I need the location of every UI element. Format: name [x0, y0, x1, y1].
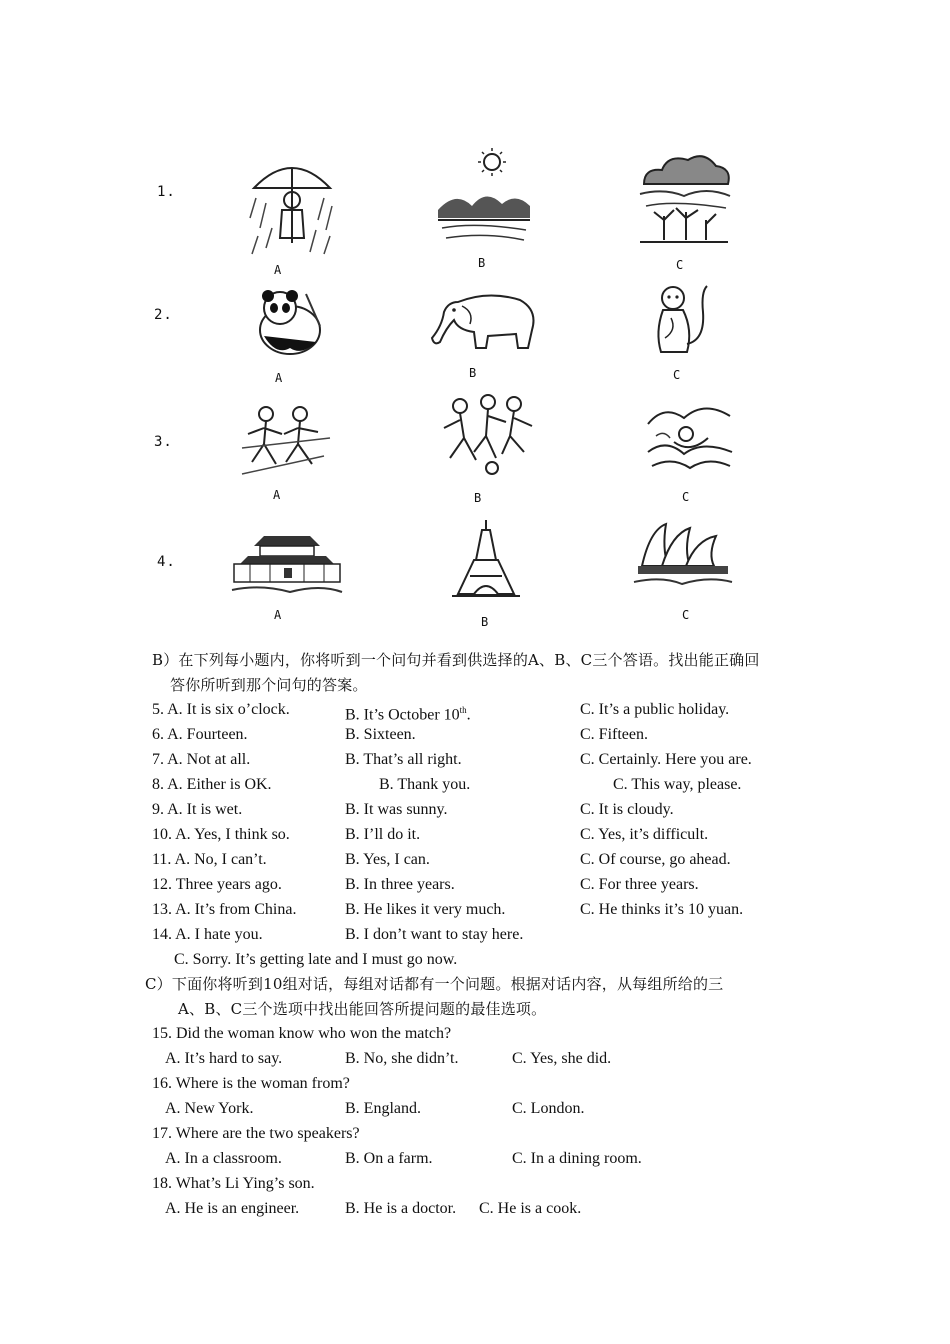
item-10-option-c: C. Yes, it’s difficult. — [580, 826, 709, 843]
item-17-option-a: A. In a classroom. — [165, 1150, 282, 1167]
item-15-option-c: C. Yes, she did. — [512, 1050, 612, 1067]
item-9-option-c: C. It is cloudy. — [580, 801, 674, 818]
option-label-4b: B — [481, 615, 489, 629]
item-5-option-c: C. It’s a public holiday. — [580, 701, 730, 718]
item-18-option-c: C. He is a cook. — [479, 1200, 582, 1217]
sydney-opera-house-icon — [632, 520, 734, 592]
item-7-option-a: 7. A. Not at all. — [152, 751, 251, 768]
item-15-question: 15. Did the woman know who won the match? — [152, 1025, 452, 1042]
elephant-icon — [428, 290, 540, 354]
item-18-option-b: B. He is a doctor. — [345, 1200, 457, 1217]
item-13-option-b: B. He likes it very much. — [345, 901, 506, 918]
item-12-option-b: B. In three years. — [345, 876, 455, 893]
item-16-question: 16. Where is the woman from? — [152, 1075, 350, 1092]
item-16-option-b: B. England. — [345, 1100, 421, 1117]
option-label-2b: B — [469, 366, 477, 380]
football-players-icon — [436, 392, 538, 478]
item-7-option-c: C. Certainly. Here you are. — [580, 751, 752, 768]
option-label-1a: A — [274, 263, 282, 277]
item-15-option-a: A. It’s hard to say. — [165, 1050, 283, 1067]
item-16-option-a: A. New York. — [165, 1100, 254, 1117]
swimmer-icon — [644, 394, 736, 476]
option-label-3c: C — [682, 490, 690, 504]
item-16-option-c: C. London. — [512, 1100, 585, 1117]
item-7-option-b: B. That’s all right. — [345, 751, 462, 768]
option-label-2a: A — [275, 371, 283, 385]
running-boys-icon — [240, 404, 332, 480]
item-17-option-b: B. On a farm. — [345, 1150, 433, 1167]
question-number-1: 1. — [157, 184, 176, 200]
item-14-option-a: 14. A. I hate you. — [152, 926, 263, 943]
item-18-question: 18. What’s Li Ying’s son. — [152, 1175, 315, 1192]
item-12-option-c: C. For three years. — [580, 876, 699, 893]
option-label-3b: B — [474, 491, 482, 505]
question-number-2: 2. — [154, 307, 173, 323]
item-9-option-a: 9. A. It is wet. — [152, 801, 243, 818]
item-8-option-b: B. Thank you. — [379, 776, 471, 793]
option-label-1c: C — [676, 258, 684, 272]
option-label-3a: A — [273, 488, 281, 502]
rain-umbrella-icon — [246, 148, 338, 258]
item-11-option-b: B. Yes, I can. — [345, 851, 430, 868]
item-11-option-a: 11. A. No, I can’t. — [152, 851, 267, 868]
monkey-icon — [645, 282, 713, 358]
item-10-option-b: B. I’ll do it. — [345, 826, 421, 843]
item-8-option-c: C. This way, please. — [613, 776, 742, 793]
item-9-option-b: B. It was sunny. — [345, 801, 448, 818]
cloudy-trees-icon — [634, 150, 734, 246]
item-6-option-b: B. Sixteen. — [345, 726, 416, 743]
item-11-option-c: C. Of course, go ahead. — [580, 851, 731, 868]
item-10-option-a: 10. A. Yes, I think so. — [152, 826, 290, 843]
item-13-option-a: 13. A. It’s from China. — [152, 901, 297, 918]
item-14-option-c: C. Sorry. It’s getting late and I must go now. — [174, 951, 458, 968]
option-label-1b: B — [478, 256, 486, 270]
item-5-option-b: B. It’s October 10th. — [345, 705, 471, 724]
item-5-option-a: 5. A. It is six o’clock. — [152, 701, 290, 718]
question-number-4: 4. — [157, 554, 176, 570]
sunny-landscape-icon — [436, 148, 532, 244]
item-6-option-c: C. Fifteen. — [580, 726, 648, 743]
eiffel-tower-icon — [448, 520, 524, 598]
item-8-option-a: 8. A. Either is OK. — [152, 776, 272, 793]
question-number-3: 3. — [154, 434, 173, 450]
item-17-question: 17. Where are the two speakers? — [152, 1125, 360, 1142]
section-b-instruction-cont: 答你所听到那个问句的答案。 — [170, 676, 368, 694]
option-label-4c: C — [682, 608, 690, 622]
tiananmen-icon — [230, 526, 344, 598]
item-18-option-a: A. He is an engineer. — [165, 1200, 300, 1217]
item-13-option-c: C. He thinks it’s 10 yuan. — [580, 901, 744, 918]
panda-icon — [250, 286, 328, 358]
item-12-option-a: 12. Three years ago. — [152, 876, 282, 893]
option-label-2c: C — [673, 368, 681, 382]
section-c-instruction: C）下面你将听到10组对话，每组对话都有一个问题。根据对话内容，从每组所给的三 — [145, 975, 724, 993]
item-14-option-b: B. I don’t want to stay here. — [345, 926, 524, 943]
section-c-instruction-cont: A、B、C三个选项中找出能回答所提问题的最佳选项。 — [178, 1000, 547, 1018]
item-6-option-a: 6. A. Fourteen. — [152, 726, 248, 743]
item-17-option-c: C. In a dining room. — [512, 1150, 642, 1167]
option-label-4a: A — [274, 608, 282, 622]
section-b-instruction: B）在下列每小题内，你将听到一个问句并看到供选择的A、B、C三个答语。找出能正确回 — [152, 651, 760, 669]
item-15-option-b: B. No, she didn’t. — [345, 1050, 459, 1067]
